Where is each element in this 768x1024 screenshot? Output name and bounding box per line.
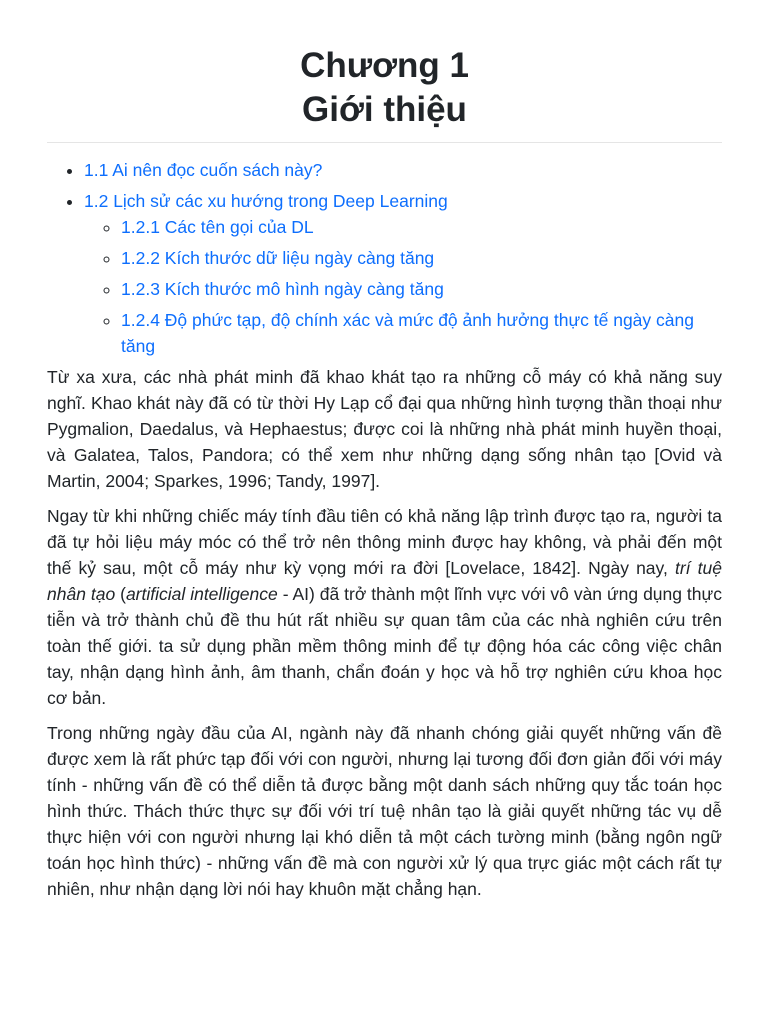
paragraph-text: - AI) đã trở thành một lĩnh vực với vô vàn ứng dụng thực tiễn và trở thành chủ đề thu hút rất nhiều sự quan tâm của các nhà nghiên cứu trên toàn thế giới. ta sử dụng phần mềm thông minh để tự động hóa các công việc chân tay, nhận dạng hình ảnh, âm thanh, chẩn đoán y học và hỗ trợ nghiên cứu khoa học cơ bản. xyxy=(47,584,722,708)
toc-subitem xyxy=(121,245,722,271)
toc-item xyxy=(84,188,722,359)
paragraph-ai-today xyxy=(47,503,722,711)
toc-link-1-2-1[interactable]: 1.2.1 Các tên gọi của DL xyxy=(121,217,314,237)
chapter-name: Giới thiệu xyxy=(302,90,467,129)
emphasis-term: artificial intelligence xyxy=(125,584,278,604)
toc-link-1-2-2[interactable]: 1.2.2 Kích thước dữ liệu ngày càng tăng xyxy=(121,248,435,268)
toc-link-1-2-3[interactable]: 1.2.3 Kích thước mô hình ngày càng tăng xyxy=(121,279,444,299)
title-divider xyxy=(47,142,722,143)
toc-link-1-1[interactable]: 1.1 Ai nên đọc cuốn sách này? xyxy=(84,160,323,180)
toc-subitem xyxy=(121,307,722,359)
toc-link-1-2-4[interactable]: 1.2.4 Độ phức tạp, độ chính xác và mức độ ảnh hưởng thực tế ngày càng tăng xyxy=(121,310,694,356)
toc-subitem xyxy=(121,276,722,302)
toc-item xyxy=(84,157,722,183)
chapter-title xyxy=(47,0,722,132)
toc-sublist xyxy=(84,214,722,359)
table-of-contents xyxy=(47,157,722,359)
paragraph-intro: Từ xa xưa, các nhà phát minh đã khao khát tạo ra những cỗ máy có khả năng suy nghĩ. Khao khát này đã có từ thời Hy Lạp cổ đại qua những hình tượng thần thoại như Pygmalion, Daedalus, và Hephaestus; được coi là những nhà phát minh huyền thoại, và Galatea, Talos, Pandora; có thể xem như những dạng sống nhân tạo [Ovid và Martin, 2004; Sparkes, 1996; Tandy, 1997]. xyxy=(47,367,722,491)
paragraph-early-ai: Trong những ngày đầu của AI, ngành này đã nhanh chóng giải quyết những vấn đề được xem là rất phức tạp đối với con người, nhưng lại tương đối đơn giản đối với máy tính - những vấn đề có thể diễn tả được bằng một danh sách những quy tắc toán học hình thức. Thách thức thực sự đối với trí tuệ nhân tạo là giải quyết những tác vụ dễ thực hiện với con người nhưng lại khó diễn tả một cách tường minh (bằng ngôn ngữ toán học hình thức) - những vấn đề mà con người xử lý qua trực giác một cách rất tự nhiên, như nhận dạng lời nói hay khuôn mặt chẳng hạn. xyxy=(47,723,722,899)
toc-subitem xyxy=(121,214,722,240)
paragraph-text: Ngay từ khi những chiếc máy tính đầu tiên có khả năng lập trình được tạo ra, người ta đã tự hỏi liệu máy móc có thể trở nên thông minh được hay không, và phải đến một thế kỷ sau, một cỗ máy như kỳ vọng mới ra đời [Lovelace, 1842]. Ngày nay, xyxy=(47,506,722,578)
toc-link-1-2[interactable]: 1.2 Lịch sử các xu hướng trong Deep Learning xyxy=(84,191,448,211)
emphasis-term: trí tuệ nhân tạo xyxy=(47,558,722,604)
chapter-number: Chương 1 xyxy=(300,46,469,85)
paragraph-text: ( xyxy=(115,584,126,604)
